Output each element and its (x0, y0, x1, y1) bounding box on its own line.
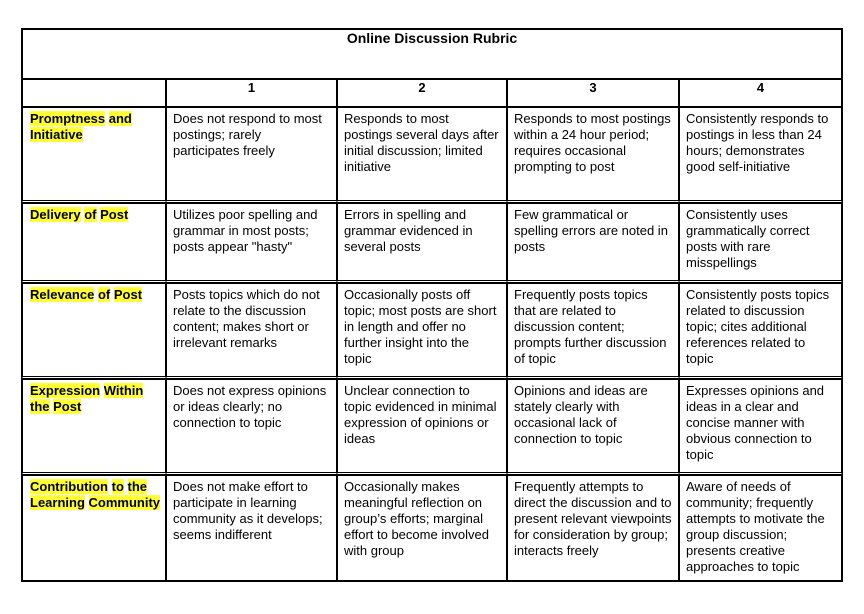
level-header-row (22, 79, 842, 107)
criterion-label (23, 476, 165, 515)
rubric-cell (337, 475, 507, 581)
cell-text: Does not make effort to participate in learning community as it develops; seems indifferent (173, 479, 323, 542)
criterion-word: Post (113, 287, 143, 302)
cell-text: Expresses opinions and ideas in a clear and concise manner with obvious connection to topic (686, 383, 825, 462)
cell-text: Unclear connection to topic evidenced in minimal expression of opinions or ideas (344, 383, 497, 446)
criterion-word: Initiative (30, 127, 83, 142)
criterion-word: and (108, 111, 132, 126)
cell-text: Occasionally posts off topic; most posts are short in length and offer no further insight into the topic (344, 287, 497, 366)
cell-text: Does not express opinions or ideas clearly; no connection to topic (173, 383, 327, 430)
criterion-word: Community (88, 495, 161, 510)
cell-text: Opinions and ideas are stately clearly with occasional lack of connection to topic (514, 383, 648, 446)
criterion-label (23, 284, 165, 307)
rubric-table (21, 28, 843, 582)
rubric-cell (679, 203, 842, 283)
rubric-cell (337, 283, 507, 379)
cell-text: Frequently attempts to direct the discussion and to present relevant viewpoints for consideration by group; interacts freely (514, 479, 672, 558)
criterion-word: the (127, 479, 148, 494)
criterion-cell (22, 379, 166, 475)
cell-text: Consistently uses grammatically correct posts with rare misspellings (686, 207, 810, 270)
cell-text: Frequently posts topics that are related to discussion content; prompts further discussion of topic (514, 287, 667, 366)
criterion-word: Expression (30, 383, 101, 398)
cell-text: Consistently responds to postings in less than 24 hours; demonstrates good self-initiative (686, 111, 829, 174)
criterion-cell (22, 203, 166, 283)
rubric-cell (166, 379, 337, 475)
rubric-cell (337, 107, 507, 203)
criterion-word: of (97, 287, 111, 302)
criterion-word: the (30, 399, 50, 414)
rubric-cell (507, 475, 679, 581)
rubric-cell (507, 107, 679, 203)
cell-text: Occasionally makes meaningful reflection on group’s efforts; marginal effort to become involved with group (344, 479, 490, 558)
level-header: 4 (679, 79, 842, 107)
criterion-word: Within (103, 383, 144, 398)
cell-text: Errors in spelling and grammar evidenced in several posts (344, 207, 473, 254)
criterion-cell (22, 475, 166, 581)
criterion-word: Relevance (30, 287, 95, 302)
criterion-label (23, 380, 165, 419)
criterion-word: Contribution (30, 479, 108, 494)
rubric-cell (679, 379, 842, 475)
rubric-cell (507, 283, 679, 379)
rubric-row (22, 475, 842, 581)
rubric-cell (166, 107, 337, 203)
rubric-cell (337, 379, 507, 475)
rubric-cell (679, 475, 842, 581)
title-row (22, 29, 842, 79)
level-header: 1 (166, 79, 337, 107)
rubric-cell (166, 203, 337, 283)
rubric-cell (166, 475, 337, 581)
rubric-row (22, 107, 842, 203)
rubric-cell (507, 379, 679, 475)
rubric-cell (679, 107, 842, 203)
rubric-row (22, 379, 842, 475)
rubric-cell (166, 283, 337, 379)
level-header: 3 (507, 79, 679, 107)
rubric-row (22, 203, 842, 283)
rubric-cell (337, 203, 507, 283)
level-header: 2 (337, 79, 507, 107)
cell-text: Few grammatical or spelling errors are noted in posts (514, 207, 668, 254)
cell-text: Aware of needs of community; frequently attempts to motivate the group discussion; presents creative approaches to topic (686, 479, 825, 574)
criterion-word: Promptness (30, 111, 106, 126)
cell-text: Consistently posts topics related to discussion topic; cites additional references related to topic (686, 287, 830, 366)
cell-text: Posts topics which do not relate to the discussion content; makes short or irrelevant remarks (173, 287, 320, 350)
rubric-cell (679, 283, 842, 379)
criteria-header-blank (22, 79, 166, 107)
criterion-word: Delivery (30, 207, 81, 222)
rubric-row (22, 283, 842, 379)
criterion-label (23, 204, 165, 227)
criterion-word: Post (100, 207, 129, 222)
criterion-cell (22, 107, 166, 203)
rubric-title: Online Discussion Rubric (22, 29, 842, 79)
criterion-word: Post (53, 399, 82, 414)
criterion-label (23, 108, 165, 147)
criterion-word: to (111, 479, 124, 494)
cell-text: Responds to most postings within a 24 hour period; requires occasional prompting to post (514, 111, 671, 174)
criterion-word: of (84, 207, 97, 222)
cell-text: Responds to most postings several days after initial discussion; limited initiative (344, 111, 499, 174)
rubric-cell (507, 203, 679, 283)
cell-text: Does not respond to most postings; rarely participates freely (173, 111, 322, 158)
criterion-word: Learning (30, 495, 85, 510)
cell-text: Utilizes poor spelling and grammar in most posts; posts appear "hasty" (173, 207, 318, 254)
criterion-cell (22, 283, 166, 379)
